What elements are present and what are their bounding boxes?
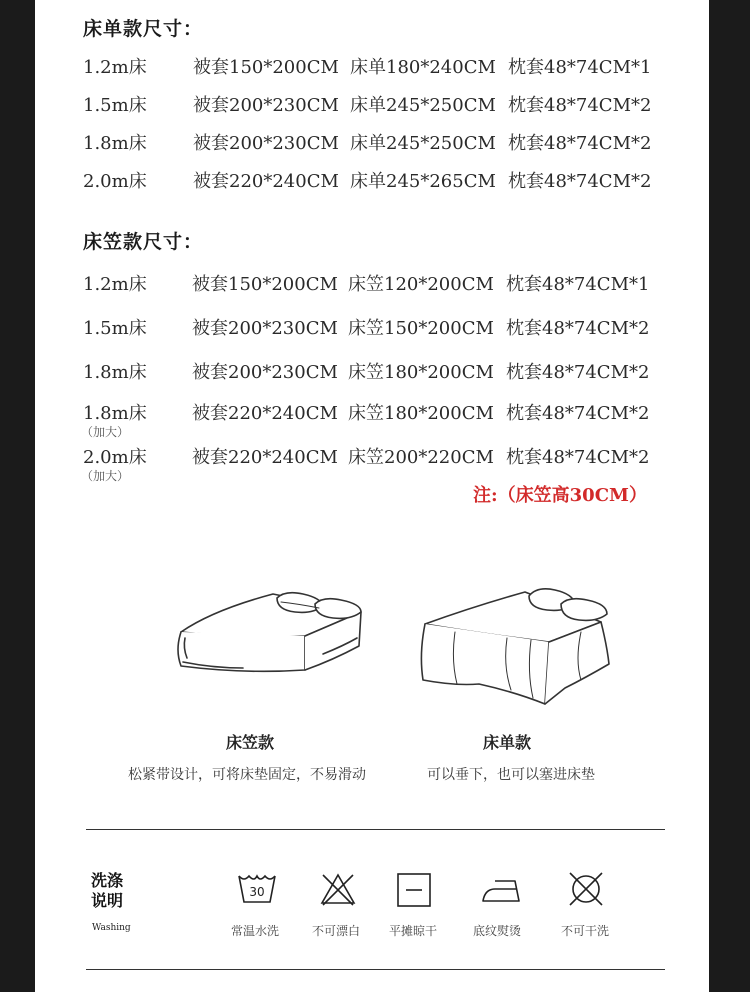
flat-style-label: 床单款 [483,733,532,752]
care-label-dry: 平摊晾干 [389,924,438,938]
bed-size: 1.2m床 [83,57,147,78]
care-label-wash: 常温水洗 [231,924,280,938]
fitted-style-label: 床笠款 [226,733,275,752]
fitted-size: 床笠180*200CM [348,403,494,424]
quilt-size: 被套200*230CM [193,133,339,154]
quilt-size: 被套220*240CM [192,447,338,468]
fitted-height-note: 注:（床笠高30CM） [473,485,647,506]
fitted-size: 床笠150*200CM [348,318,494,339]
quilt-size: 被套150*200CM [193,57,339,78]
pillow-size: 枕套48*74CM*2 [506,318,650,339]
pillow-size: 枕套48*74CM*2 [506,403,650,424]
fitted-style-desc: 松紧带设计，可将床垫固定，不易滑动 [128,767,366,783]
wash-temp: 30 [249,885,265,899]
quilt-size: 被套220*240CM [192,403,338,424]
care-label-iron: 底纹熨烫 [473,924,522,938]
quilt-size: 被套220*240CM [193,171,339,192]
flat-style-desc: 可以垂下，也可以塞进床垫 [427,767,595,783]
iron-low-icon [481,875,525,905]
size-note: （加大） [81,425,130,439]
bed-size: 1.8m床 [83,133,147,154]
sheet-size: 床单245*250CM [350,95,496,116]
fitted-size: 床笠180*200CM [348,362,494,383]
sheet-size: 床单245*265CM [350,171,496,192]
wash-tub-icon [237,872,277,906]
pillow-size: 枕套48*74CM*2 [506,447,650,468]
product-sheet [35,0,709,992]
dry-flat-icon [396,872,432,908]
flat-sheet-illustration [415,584,615,706]
bed-size: 1.8m床 [83,403,147,424]
bed-size: 2.0m床 [83,447,147,468]
quilt-size: 被套150*200CM [192,274,338,295]
quilt-size: 被套200*230CM [192,318,338,339]
care-top-divider [86,829,665,830]
sheet-section-heading: 床单款尺寸： [83,18,204,40]
pillow-size: 枕套48*74CM*2 [508,171,652,192]
quilt-size: 被套200*230CM [192,362,338,383]
bed-size: 1.2m床 [83,274,147,295]
pillow-size: 枕套48*74CM*2 [508,133,652,154]
care-title-en: Washing [92,923,131,933]
bed-size: 2.0m床 [83,171,147,192]
care-title-line2: 说明 [91,891,124,910]
fitted-sheet-illustration [173,588,373,700]
pillow-size: 枕套48*74CM*1 [508,57,652,78]
pillow-size: 枕套48*74CM*1 [506,274,650,295]
fitted-size: 床笠200*220CM [348,447,494,468]
pillow-size: 枕套48*74CM*2 [506,362,650,383]
care-bottom-divider [86,969,665,970]
sheet-size: 床单245*250CM [350,133,496,154]
care-title-line1: 洗涤 [91,871,124,890]
no-dry-clean-icon [567,870,605,908]
bed-size: 1.8m床 [83,362,147,383]
sheet-size: 床单180*240CM [350,57,496,78]
quilt-size: 被套200*230CM [193,95,339,116]
no-bleach-icon [319,871,357,907]
pillow-size: 枕套48*74CM*2 [508,95,652,116]
fitted-size: 床笠120*200CM [348,274,494,295]
size-note: （加大） [81,469,130,483]
fitted-section-heading: 床笠款尺寸： [83,231,204,253]
care-label-bleach: 不可漂白 [312,924,361,938]
bed-size: 1.5m床 [83,318,147,339]
bed-size: 1.5m床 [83,95,147,116]
care-label-dryclean: 不可干洗 [561,924,610,938]
care-title [91,871,123,911]
